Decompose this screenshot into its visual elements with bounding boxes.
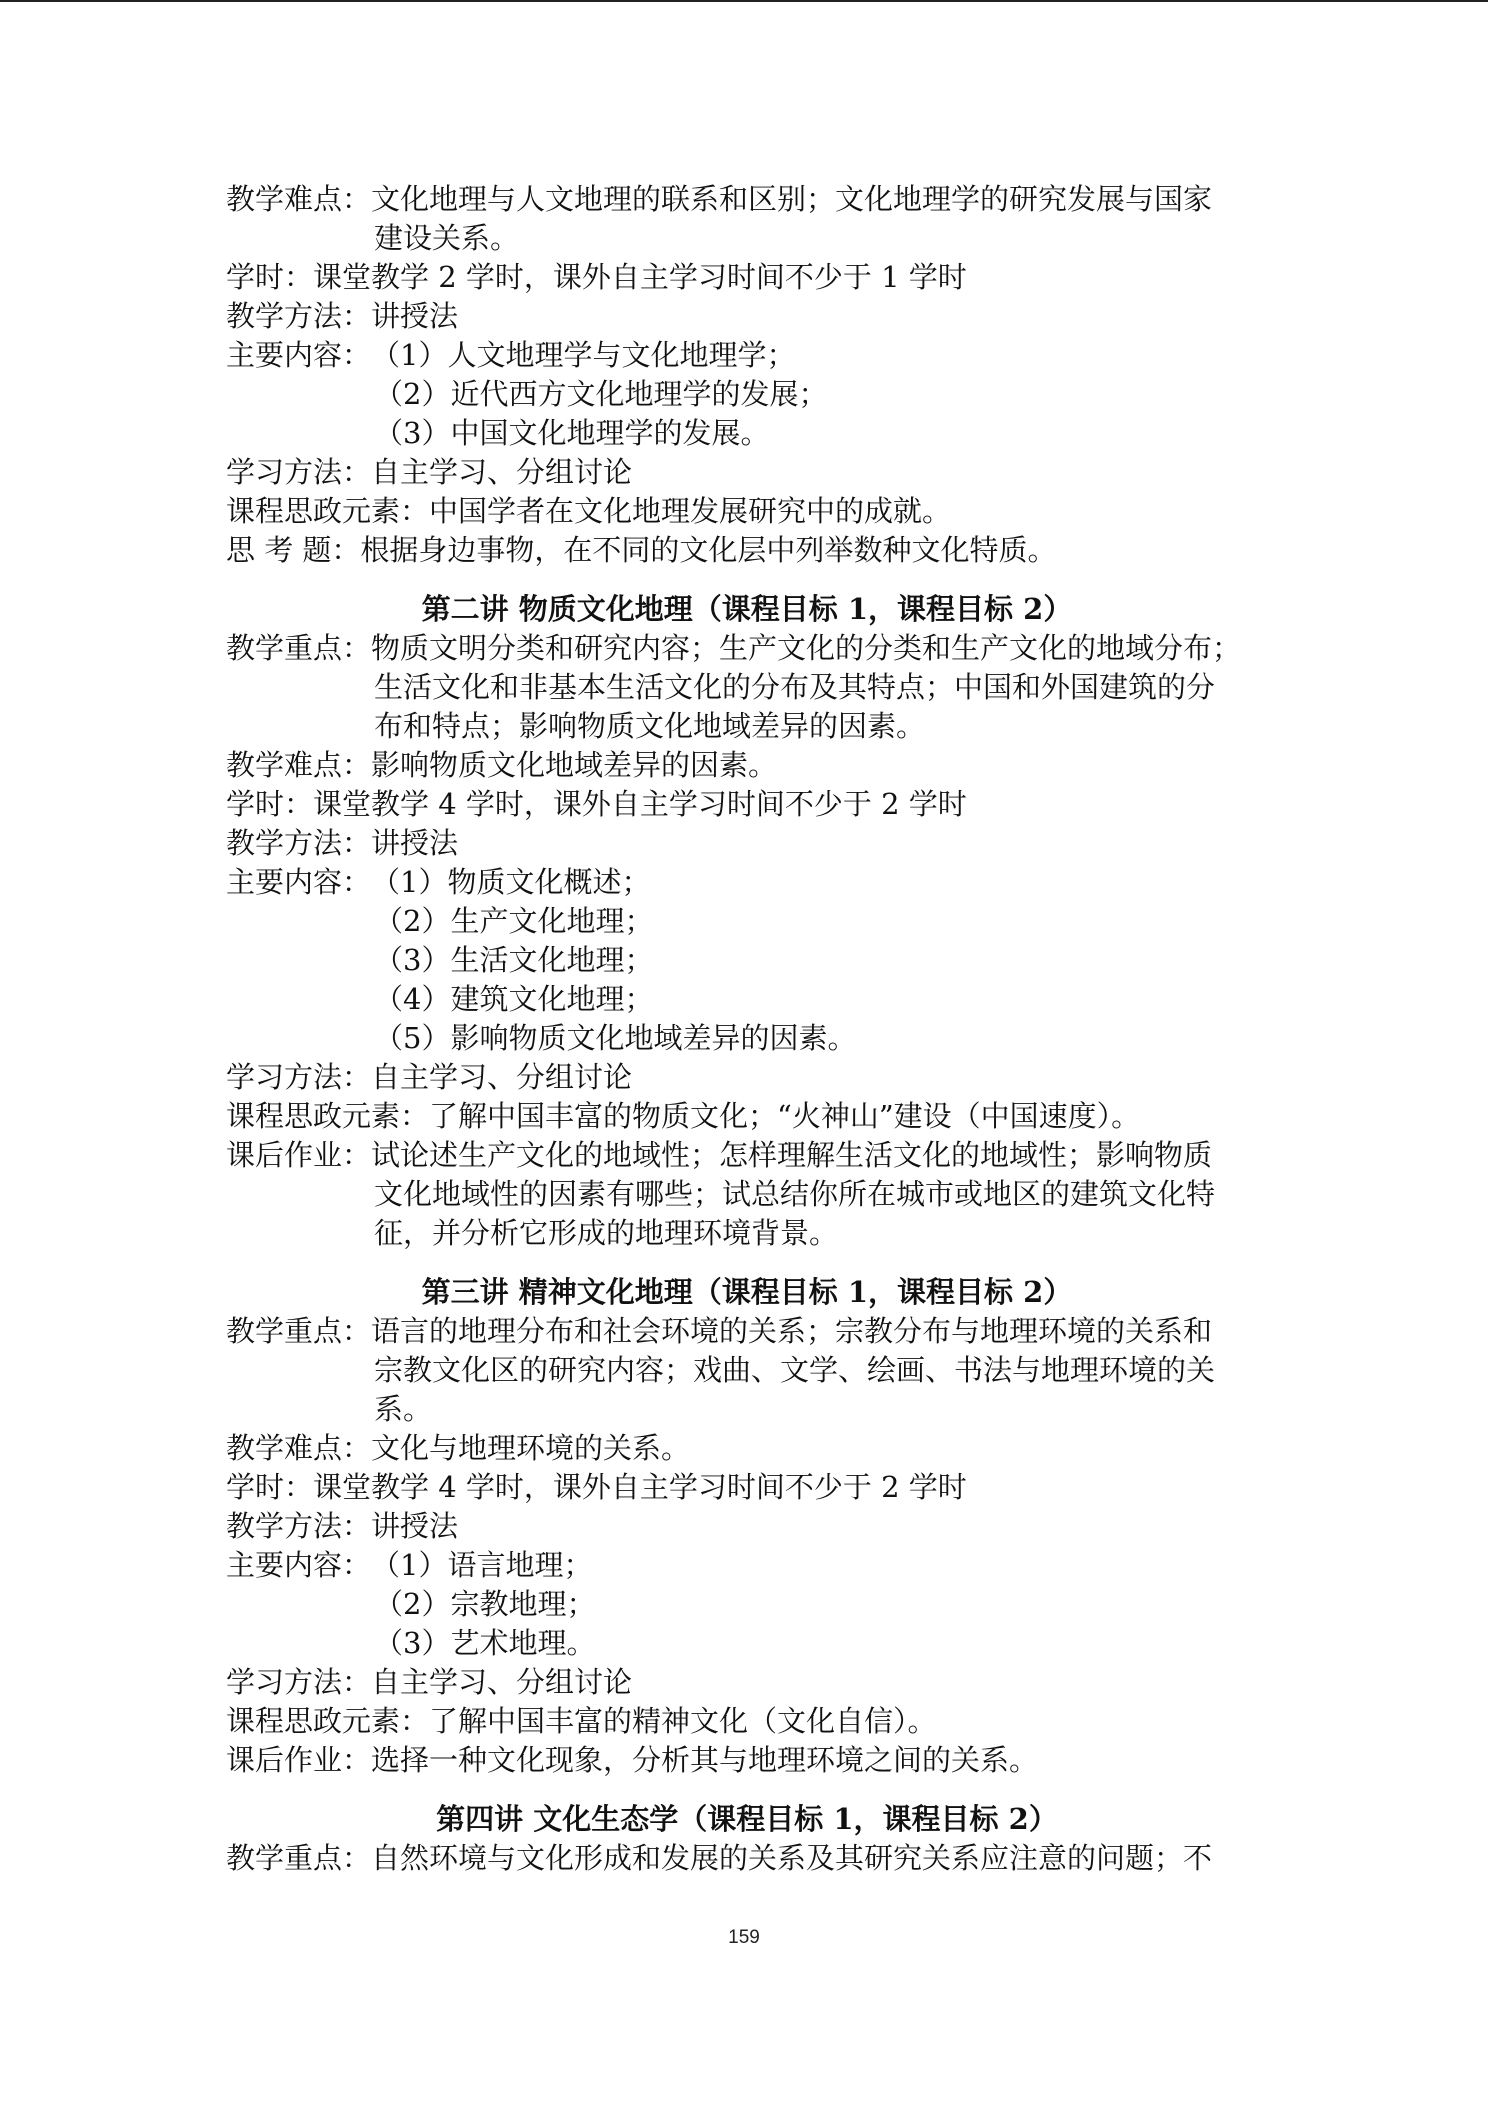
page-number: 159: [728, 1927, 760, 1948]
lecture2-homework: [226, 1136, 1276, 1175]
lecture2-homework-line-2: 文化地域性的因素有哪些；试总结你所在城市或地区的建筑文化特: [374, 1177, 1216, 1211]
intro-difficulty-line-2: 建设关系。: [374, 221, 520, 255]
intro-hours: 学时：课堂教学 2 学时，课外自主学习时间不少于 1 学时: [226, 260, 967, 294]
lecture3-content-item-1: （1）语言地理；: [371, 1548, 593, 1582]
lecture2-content-label: 主要内容：: [226, 865, 372, 899]
lecture2-key-label: 教学重点：: [226, 631, 372, 665]
lecture3-content: [226, 1546, 1276, 1585]
lecture2-content-item-1: （1）物质文化概述；: [371, 865, 651, 899]
lecture2-method: 教学方法：讲授法: [226, 826, 459, 860]
lecture2-difficulty: 教学难点：影响物质文化地域差异的因素。: [226, 748, 778, 782]
lecture3-content-item-2: （2）宗教地理；: [374, 1587, 596, 1621]
intro-content: [226, 336, 1276, 375]
intro-content-item-1: （1）人文地理学与文化地理学；: [371, 338, 796, 372]
lecture2-homework-line-3: 征，并分析它形成的地理环境背景。: [374, 1216, 839, 1250]
intro-content-item-2: （2）近代西方文化地理学的发展；: [374, 377, 828, 411]
lecture2-homework-line-1: 试论述生产文化的地域性；怎样理解生活文化的地域性；影响物质: [371, 1138, 1213, 1172]
page-content: [226, 180, 1276, 1878]
lecture2-hours: 学时：课堂教学 4 学时，课外自主学习时间不少于 2 学时: [226, 787, 967, 821]
lecture2-content-item-3: （3）生活文化地理；: [374, 943, 654, 977]
lecture2-homework-label: 课后作业：: [226, 1138, 372, 1172]
lecture3-study: 学习方法：自主学习、分组讨论: [226, 1665, 633, 1699]
lecture3-key: [226, 1312, 1276, 1351]
lecture3-difficulty: 教学难点：文化与地理环境的关系。: [226, 1431, 691, 1465]
lecture2-content-item-2: （2）生产文化地理；: [374, 904, 654, 938]
lecture4-key: [226, 1839, 1276, 1878]
lecture2-key: [226, 629, 1276, 668]
lecture3-title: 第三讲 精神文化地理（课程目标 1，课程目标 2）: [421, 1275, 1073, 1309]
intro-content-item-3: （3）中国文化地理学的发展。: [374, 416, 770, 450]
lecture3-homework: 课后作业：选择一种文化现象，分析其与地理环境之间的关系。: [226, 1743, 1039, 1777]
lecture2-key-line-1: 物质文明分类和研究内容；生产文化的分类和生产文化的地域分布；: [371, 631, 1242, 665]
intro-difficulty-label: 教学难点：: [226, 182, 372, 216]
intro-method: 教学方法：讲授法: [226, 299, 459, 333]
lecture3-key-line-2: 宗教文化区的研究内容；戏曲、文学、绘画、书法与地理环境的关: [374, 1353, 1216, 1387]
lecture2-key-line-3: 布和特点；影响物质文化地域差异的因素。: [374, 709, 926, 743]
intro-ideology: 课程思政元素：中国学者在文化地理发展研究中的成就。: [226, 494, 952, 528]
lecture2-study: 学习方法：自主学习、分组讨论: [226, 1060, 633, 1094]
intro-study: 学习方法：自主学习、分组讨论: [226, 455, 633, 489]
lecture4-key-label: 教学重点：: [226, 1841, 372, 1875]
lecture3-key-label: 教学重点：: [226, 1314, 372, 1348]
lecture3-method: 教学方法：讲授法: [226, 1509, 459, 1543]
lecture3-hours: 学时：课堂教学 4 学时，课外自主学习时间不少于 2 学时: [226, 1470, 967, 1504]
lecture2-key-line-2: 生活文化和非基本生活文化的分布及其特点；中国和外国建筑的分: [374, 670, 1216, 704]
lecture3-content-label: 主要内容：: [226, 1548, 372, 1582]
lecture2-content: [226, 863, 1276, 902]
lecture3-key-line-1: 语言的地理分布和社会环境的关系；宗教分布与地理环境的关系和: [371, 1314, 1213, 1348]
intro-content-label: 主要内容：: [226, 338, 372, 372]
intro-difficulty-line-1: 文化地理与人文地理的联系和区别；文化地理学的研究发展与国家: [371, 182, 1213, 216]
intro-difficulty: [226, 180, 1276, 219]
lecture2-content-item-5: （5）影响物质文化地域差异的因素。: [374, 1021, 857, 1055]
intro-question: 思 考 题：根据身边事物，在不同的文化层中列举数种文化特质。: [226, 533, 1057, 567]
lecture4-title: 第四讲 文化生态学（课程目标 1，课程目标 2）: [436, 1802, 1058, 1836]
lecture4-key-line-1: 自然环境与文化形成和发展的关系及其研究关系应注意的问题；不: [371, 1841, 1213, 1875]
lecture2-title: 第二讲 物质文化地理（课程目标 1，课程目标 2）: [421, 592, 1073, 626]
lecture2-content-item-4: （4）建筑文化地理；: [374, 982, 654, 1016]
lecture3-ideology: 课程思政元素：了解中国丰富的精神文化（文化自信）。: [226, 1704, 937, 1738]
lecture2-ideology: 课程思政元素：了解中国丰富的物质文化；“火神山”建设（中国速度）。: [226, 1099, 1141, 1133]
lecture3-key-line-3: 系。: [374, 1392, 433, 1426]
lecture3-content-item-3: （3）艺术地理。: [374, 1626, 596, 1660]
